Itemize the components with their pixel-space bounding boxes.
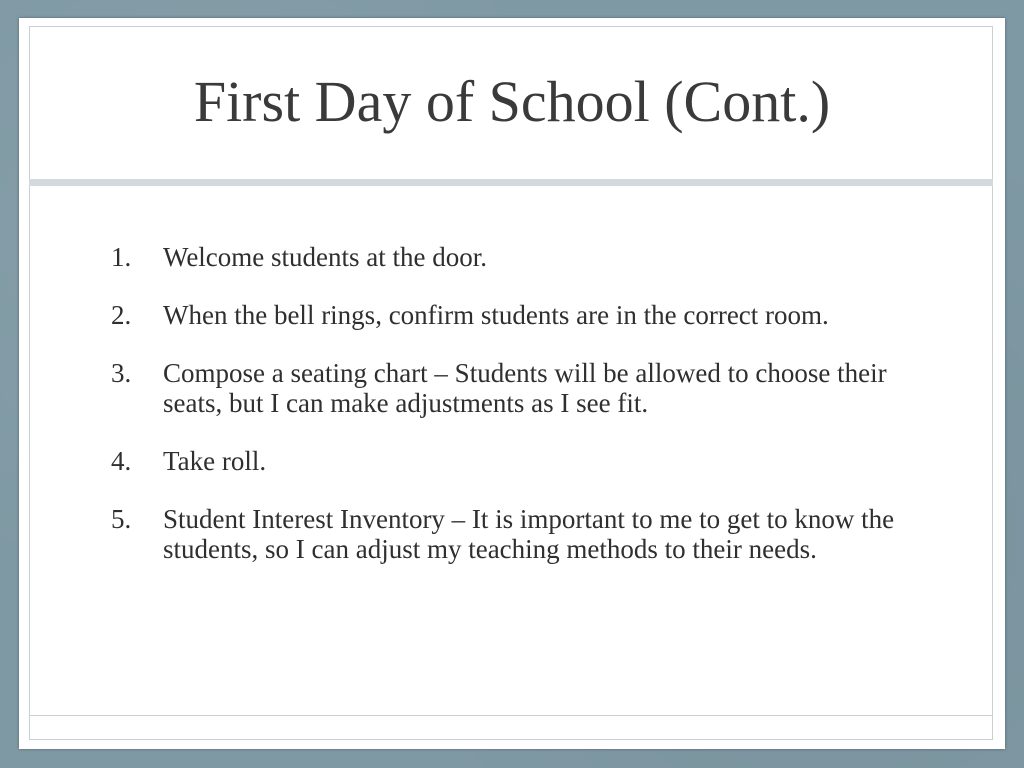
- title-divider: [29, 179, 993, 186]
- slide: [19, 18, 1005, 749]
- agenda-list: [111, 242, 911, 592]
- list-item: [111, 300, 911, 330]
- list-item-text: When the bell rings, confirm students are in the correct room.: [163, 300, 829, 330]
- list-item-text: Student Interest Inventory – It is important to me to get to know the students, so I can adjust my teaching methods to their needs.: [163, 504, 895, 564]
- list-item-number: 3.: [111, 358, 132, 388]
- footer-divider: [29, 715, 993, 716]
- list-item: [111, 446, 911, 476]
- list-item-text: Welcome students at the door.: [163, 242, 487, 272]
- list-item-text: Compose a seating chart – Students will be allowed to choose their seats, but I can make adjustments as I see fit.: [163, 358, 887, 418]
- list-item-number: 5.: [111, 504, 132, 534]
- list-item-number: 1.: [111, 242, 132, 272]
- list-item: [111, 504, 911, 564]
- list-item: [111, 358, 911, 418]
- list-item: [111, 242, 911, 272]
- list-item-number: 2.: [111, 300, 132, 330]
- list-item-number: 4.: [111, 446, 132, 476]
- slide-title: First Day of School (Cont.): [193, 69, 831, 134]
- list-item-text: Take roll.: [163, 446, 267, 476]
